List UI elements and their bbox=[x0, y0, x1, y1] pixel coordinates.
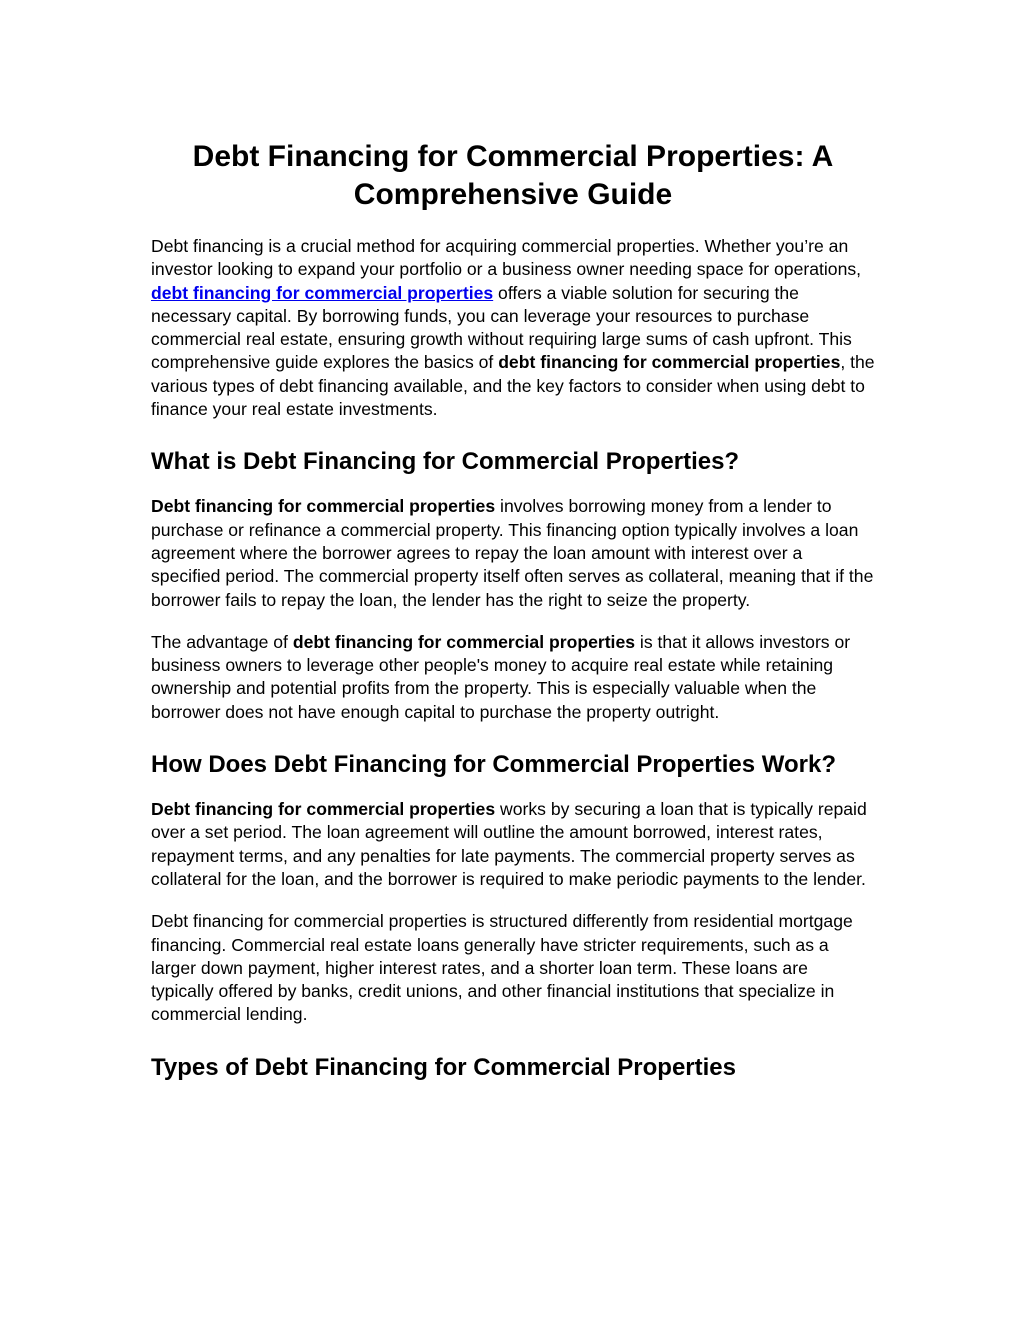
intro-text-2: offers a viable solution for securing the necessary capital. By borrowing funds, you can leverage your resources to purchase commercial real estate, ensuring growth without requiring large sums of cash upfront. This comprehensive guide explores the basics of bbox=[151, 282, 852, 373]
section-heading-types: Types of Debt Financing for Commercial Properties bbox=[151, 1053, 736, 1081]
section-heading-what-is: What is Debt Financing for Commercial Properties? bbox=[151, 448, 740, 476]
how-works-paragraph-2: Debt financing for commercial properties is structured differently from residential mortgage financing. Commercial real estate loans generally have stricter requirements, such as a larger down payment, higher interest rates, and a shorter loan term. These loans are typically offered by banks, credit unions, and other financial institutions that specialize in commercial lending. bbox=[151, 911, 853, 1025]
page-title bbox=[151, 138, 875, 214]
how-works-paragraph-1 bbox=[151, 798, 875, 891]
what-is-text-1: involves borrowing money from a lender to purchase or refinance a commercial property. This financing option typically involves a loan agreement where the borrower agrees to repay the loan amount with interest over a specified period. The commercial property itself often serves as collateral, meaning that if the borrower fails to repay the loan, the lender has the right to seize the property. bbox=[151, 496, 874, 610]
intro-text-3: , the various types of debt financing available, and the key factors to consider when using debt to finance your real estate investments. bbox=[151, 352, 875, 420]
intro-text-1: Debt financing is a crucial method for acquiring commercial properties. Whether you’re an investor looking to expand your portfolio or a business owner needing space for operations, bbox=[151, 236, 862, 280]
title-line-1: Debt Financing for Commercial Properties: A bbox=[192, 140, 834, 173]
debt-financing-link[interactable]: debt financing for commercial properties bbox=[151, 282, 494, 303]
intro-paragraph bbox=[151, 235, 875, 421]
section-heading-how-works: How Does Debt Financing for Commercial Properties Work? bbox=[151, 751, 837, 779]
advantage-text-1: The advantage of bbox=[151, 631, 293, 652]
title-line-2: Comprehensive Guide bbox=[353, 178, 673, 211]
advantage-bold-phrase: debt financing for commercial properties bbox=[292, 631, 636, 652]
document-page bbox=[151, 138, 875, 1101]
what-is-bold-phrase: Debt financing for commercial properties bbox=[151, 496, 496, 517]
what-is-paragraph-2 bbox=[151, 631, 875, 724]
how-works-text-1: works by securing a loan that is typically repaid over a set period. The loan agreement will outline the amount borrowed, interest rates, repayment terms, and any penalties for late payments. The commercial property serves as collateral for the loan, and the borrower is required to make periodic payments to the lender. bbox=[151, 799, 867, 889]
intro-bold-phrase: debt financing for commercial properties bbox=[498, 352, 841, 373]
how-works-bold-phrase: Debt financing for commercial properties bbox=[151, 799, 496, 820]
what-is-paragraph-1 bbox=[151, 495, 875, 611]
advantage-text-2: is that it allows investors or business owners to leverage other people's money to acquire real estate while retaining ownership and potential profits from the property. This is especially valuable when the borrower does not have enough capital to purchase the property outright. bbox=[151, 631, 851, 722]
